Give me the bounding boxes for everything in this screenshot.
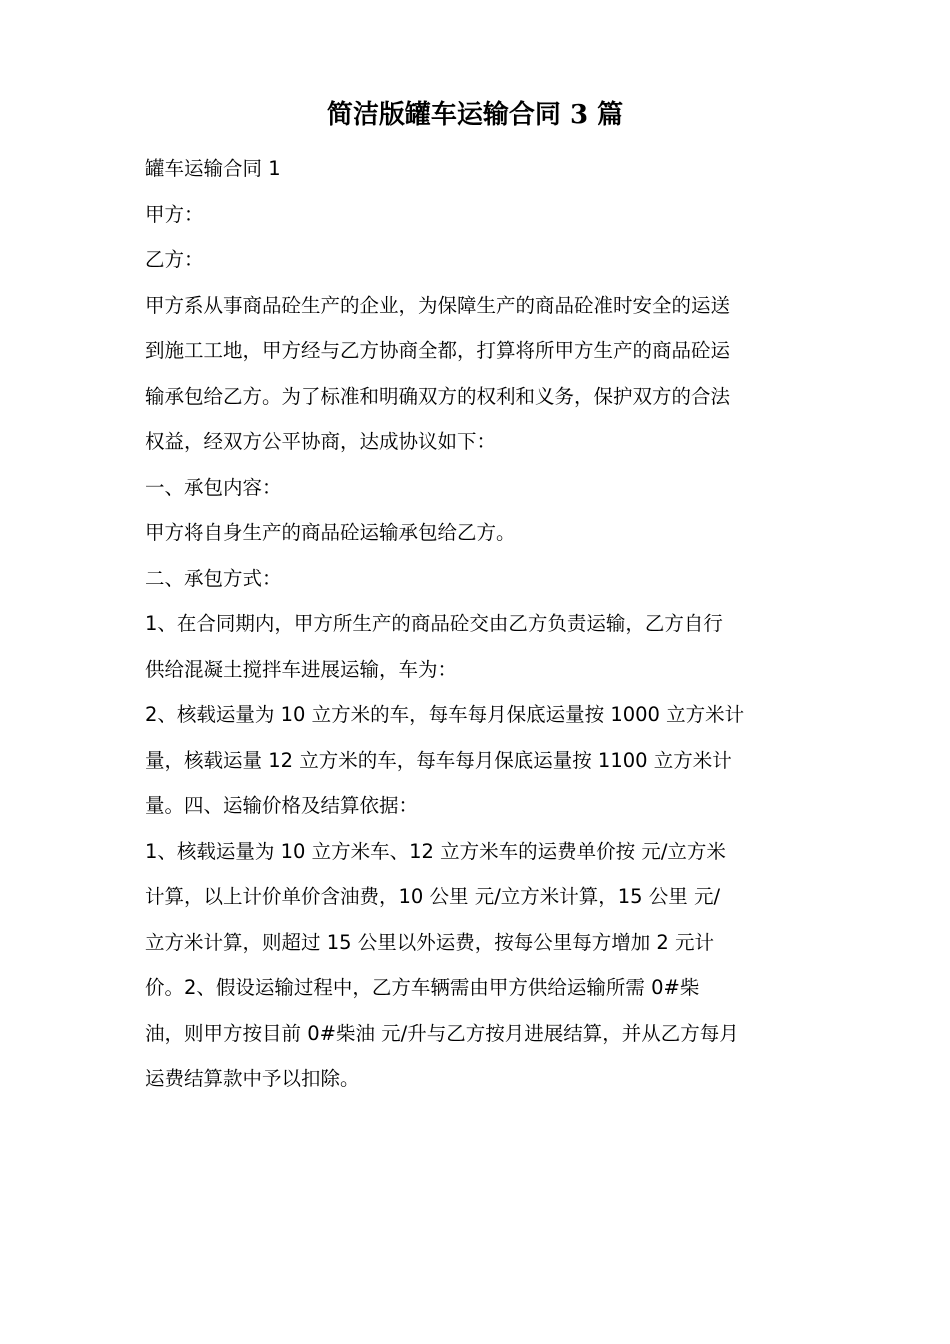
text-line: 输承包给乙方。为了标准和明确双方的权利和义务，保护双方的合法 <box>145 384 731 408</box>
document-body <box>145 146 810 1102</box>
text-line: 1、在合同期内，甲方所生产的商品砼交由乙方负责运输，乙方自行 <box>145 612 723 635</box>
text-line: 甲方系从事商品砼生产的企业，为保障生产的商品砼准时安全的运送 <box>145 293 731 317</box>
text-line: 2、核载运量为 10 立方米的车，每车每月保底运量按 1000 立方米计 <box>145 703 745 726</box>
section-heading: 二、承包方式： <box>145 566 282 590</box>
text-line: 运费结算款中予以扣除。 <box>145 1067 360 1090</box>
text-line: 供给混凝土搅拌车进展运输，车为： <box>145 657 458 681</box>
party-a-line: 甲方： <box>145 202 204 226</box>
text-line: 量，核载运量 12 立方米的车，每车每月保底运量按 1100 立方米计 <box>145 748 732 772</box>
text-line: 计算，以上计价单价含油费，10 公里 元/立方米计算，15 公里 元/ <box>145 885 721 908</box>
text-line: 甲方将自身生产的商品砼运输承包给乙方。 <box>145 521 516 544</box>
text-line: 价。2、假设运输过程中，乙方车辆需由甲方供给运输所需 0#柴 <box>145 976 700 999</box>
section-heading: 一、承包内容： <box>145 475 282 499</box>
text-line: 到施工工地，甲方经与乙方协商全都，打算将所甲方生产的商品砼运 <box>145 339 731 362</box>
contract-heading: 罐车运输合同 1 <box>145 157 281 180</box>
text-line: 油，则甲方按目前 0#柴油 元/升与乙方按月进展结算，并从乙方每月 <box>145 1021 739 1045</box>
text-line: 权益，经双方公平协商，达成协议如下： <box>145 430 497 453</box>
text-line: 立方米计算，则超过 15 公里以外运费，按每公里每方增加 2 元计 <box>145 930 715 954</box>
document-title: 简洁版罐车运输合同 3 篇 <box>326 100 624 130</box>
party-b-line: 乙方： <box>145 248 204 271</box>
text-line: 1、核载运量为 10 立方米车、12 立方米车的运费单价按 元/立方米 <box>145 839 726 863</box>
text-line: 量。四、运输价格及结算依据： <box>145 794 419 817</box>
